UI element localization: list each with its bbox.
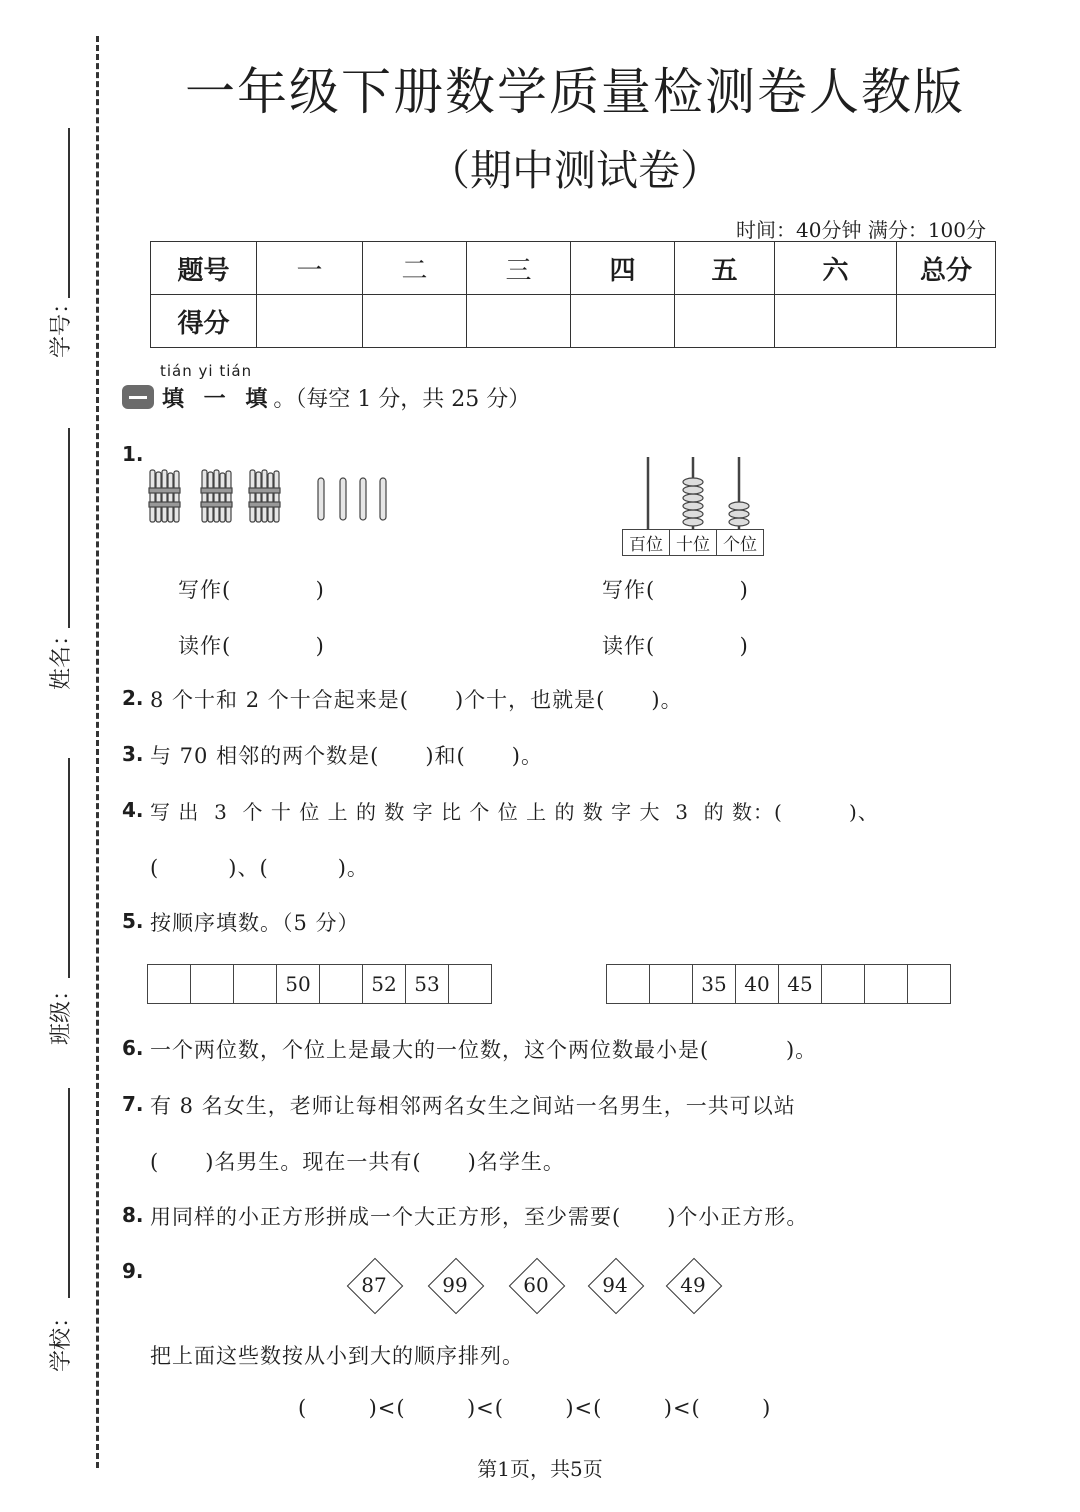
score-header-cell: 二 bbox=[363, 242, 467, 295]
class-label: 班级： bbox=[49, 978, 74, 1045]
stick-bundle bbox=[149, 470, 180, 522]
school-line bbox=[68, 1088, 70, 1298]
q9-compare-line: ( )<( )<( )<( )<( ) bbox=[298, 1396, 772, 1420]
stick-bundles-illustration bbox=[140, 466, 400, 528]
diamond-number: 49 bbox=[680, 1273, 706, 1297]
single-stick bbox=[380, 478, 386, 520]
q8-text: 用同样的小正方形拼成一个大正方形，至少需要( )个小正方形。 bbox=[150, 1205, 809, 1229]
section-note: 。（每空 1 分，共 25 分） bbox=[273, 387, 531, 412]
name-line bbox=[68, 428, 70, 628]
sequence-cell[interactable] bbox=[865, 965, 908, 1003]
cut-line bbox=[96, 36, 99, 1468]
sequence-cell[interactable] bbox=[449, 965, 491, 1003]
score-cell[interactable] bbox=[363, 295, 467, 348]
q4-number: 4. bbox=[122, 798, 144, 822]
class-line bbox=[68, 758, 70, 978]
q6-text: 一个两位数，个位上是最大的一位数，这个两位数最小是( )。 bbox=[150, 1038, 818, 1062]
sequence-cell[interactable] bbox=[908, 965, 950, 1003]
q2-number: 2. bbox=[122, 686, 144, 710]
sequence-cell: 40 bbox=[736, 965, 779, 1003]
abacus-place-labels bbox=[622, 529, 764, 556]
page-subtitle: （期中测试卷） bbox=[427, 146, 722, 195]
sequence-cell[interactable] bbox=[650, 965, 693, 1003]
score-header-cell: 四 bbox=[571, 242, 675, 295]
q5-sequence-row-1 bbox=[147, 964, 492, 1004]
school-label: 学校： bbox=[49, 1305, 74, 1372]
score-cell[interactable] bbox=[775, 295, 897, 348]
sequence-cell: 53 bbox=[406, 965, 449, 1003]
hundreds-place-label: 百位 bbox=[623, 530, 670, 555]
q9-text: 把上面这些数按从小到大的顺序排列。 bbox=[150, 1344, 524, 1368]
score-header-row bbox=[151, 242, 996, 295]
q1-number: 1. bbox=[122, 442, 144, 466]
q4-text-line2: ( )、( )。 bbox=[150, 856, 369, 880]
score-header-cell: 三 bbox=[467, 242, 571, 295]
score-header-cell: 五 bbox=[675, 242, 775, 295]
sequence-cell: 52 bbox=[363, 965, 406, 1003]
q5-sequence-row-2 bbox=[606, 964, 951, 1004]
stick-bundle bbox=[249, 470, 280, 522]
score-table bbox=[150, 241, 996, 348]
sequence-cell: 50 bbox=[277, 965, 320, 1003]
q2-text: 8 个十和 2 个十合起来是( )个十，也就是( )。 bbox=[150, 688, 683, 712]
time-info: 时间：40分钟 满分：100分 bbox=[736, 218, 986, 242]
score-cell[interactable] bbox=[571, 295, 675, 348]
q9-number: 9. bbox=[122, 1259, 144, 1283]
q3-text: 与 70 相邻的两个数是( )和( )。 bbox=[150, 744, 543, 768]
name-label: 姓名： bbox=[49, 623, 74, 690]
sequence-cell: 35 bbox=[693, 965, 736, 1003]
sequence-cell[interactable] bbox=[320, 965, 363, 1003]
section-pinyin: tián yi tián bbox=[160, 362, 253, 380]
score-cell[interactable] bbox=[467, 295, 571, 348]
score-cell[interactable] bbox=[257, 295, 363, 348]
diamond-number: 99 bbox=[442, 1273, 468, 1297]
q8-number: 8. bbox=[122, 1203, 144, 1227]
score-cell[interactable] bbox=[897, 295, 996, 348]
sequence-cell[interactable] bbox=[607, 965, 650, 1003]
sequence-cell[interactable] bbox=[148, 965, 191, 1003]
q1-write-right: 写作( ) bbox=[602, 578, 749, 602]
single-stick bbox=[360, 478, 366, 520]
q7-number: 7. bbox=[122, 1092, 144, 1116]
score-header-cell: 六 bbox=[775, 242, 897, 295]
diamond-number: 60 bbox=[523, 1273, 549, 1297]
single-stick bbox=[340, 478, 346, 520]
score-header-cell: 总分 bbox=[897, 242, 996, 295]
section-heading bbox=[162, 382, 530, 413]
score-cell[interactable] bbox=[675, 295, 775, 348]
score-value-row bbox=[151, 295, 996, 348]
q7-text-line2: ( )名男生。现在一共有( )名学生。 bbox=[150, 1150, 565, 1174]
section-title: 填 一 填 bbox=[162, 387, 274, 412]
sequence-cell: 45 bbox=[779, 965, 822, 1003]
q1-write-left: 写作( ) bbox=[178, 578, 325, 602]
score-row-label: 得分 bbox=[151, 295, 257, 348]
section-number-badge bbox=[122, 385, 154, 409]
student-id-label: 学号： bbox=[49, 291, 74, 358]
tens-place-label: 十位 bbox=[670, 530, 717, 555]
q5-number: 5. bbox=[122, 909, 144, 933]
student-id-line bbox=[68, 128, 70, 298]
stick-bundle bbox=[201, 470, 232, 522]
q6-number: 6. bbox=[122, 1036, 144, 1060]
q3-number: 3. bbox=[122, 742, 144, 766]
sequence-cell[interactable] bbox=[191, 965, 234, 1003]
q1-read-right: 读作( ) bbox=[602, 634, 749, 658]
q5-text: 按顺序填数。（5 分） bbox=[150, 911, 360, 935]
score-header-cell: 题号 bbox=[151, 242, 257, 295]
page-footer: 第1页，共5页 bbox=[477, 1457, 603, 1481]
q4-text: 写 出 3 个 十 位 上 的 数 字 比 个 位 上 的 数 字 大 3 的 数：( )、 bbox=[150, 800, 879, 824]
diamond-number: 87 bbox=[361, 1273, 387, 1297]
page-title: 一年级下册数学质量检测卷人教版 bbox=[185, 63, 965, 121]
score-header-cell: 一 bbox=[257, 242, 363, 295]
diamond-number: 94 bbox=[602, 1273, 628, 1297]
sequence-cell[interactable] bbox=[234, 965, 277, 1003]
abacus-illustration bbox=[620, 452, 766, 532]
q7-text: 有 8 名女生，老师让每相邻两名女生之间站一名男生，一共可以站 bbox=[150, 1094, 796, 1118]
q1-read-left: 读作( ) bbox=[178, 634, 325, 658]
single-stick bbox=[318, 478, 324, 520]
sequence-cell[interactable] bbox=[822, 965, 865, 1003]
ones-place-label: 个位 bbox=[723, 535, 757, 555]
